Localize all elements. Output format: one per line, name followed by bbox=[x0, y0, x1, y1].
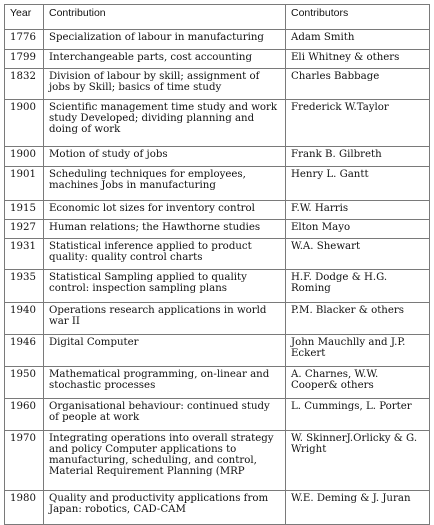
contribution-cell: Quality and productivity applications from Japan: robotics, CAD-CAM bbox=[44, 491, 286, 525]
year-cell: 1970 bbox=[5, 431, 44, 491]
header-year: Year bbox=[5, 5, 44, 30]
contributors-cell: W.A. Shewart bbox=[286, 239, 430, 270]
year-cell: 1927 bbox=[5, 220, 44, 239]
year-cell: 1980 bbox=[5, 491, 44, 525]
year-cell: 1915 bbox=[5, 201, 44, 220]
table-row bbox=[5, 69, 430, 100]
year-cell: 1900 bbox=[5, 100, 44, 147]
table-row bbox=[5, 201, 430, 220]
table-row bbox=[5, 239, 430, 270]
contributors-cell: Frederick W.Taylor bbox=[286, 100, 430, 147]
contributors-cell: H.F. Dodge & H.G. Roming bbox=[286, 270, 430, 303]
table-row bbox=[5, 431, 430, 491]
table-row bbox=[5, 147, 430, 167]
table-row bbox=[5, 303, 430, 335]
contribution-cell: Interchangeable parts, cost accounting bbox=[44, 50, 286, 69]
year-cell: 1940 bbox=[5, 303, 44, 335]
contribution-cell: Statistical inference applied to product quality: quality control charts bbox=[44, 239, 286, 270]
header-contributors: Contributors bbox=[286, 5, 430, 30]
year-cell: 1900 bbox=[5, 147, 44, 167]
year-cell: 1950 bbox=[5, 367, 44, 399]
contribution-cell: Statistical Sampling applied to quality control: inspection sampling plans bbox=[44, 270, 286, 303]
year-cell: 1946 bbox=[5, 335, 44, 367]
table-row bbox=[5, 100, 430, 147]
table-row bbox=[5, 335, 430, 367]
contribution-cell: Economic lot sizes for inventory control bbox=[44, 201, 286, 220]
table-row bbox=[5, 30, 430, 50]
contributors-cell: Adam Smith bbox=[286, 30, 430, 50]
table-row bbox=[5, 50, 430, 69]
contribution-cell: Human relations; the Hawthorne studies bbox=[44, 220, 286, 239]
contributors-cell: P.M. Blacker & others bbox=[286, 303, 430, 335]
year-cell: 1776 bbox=[5, 30, 44, 50]
year-cell: 1832 bbox=[5, 69, 44, 100]
contributors-cell: Elton Mayo bbox=[286, 220, 430, 239]
contribution-cell: Scheduling techniques for employees, machines Jobs in manufacturing bbox=[44, 167, 286, 201]
table-header-row bbox=[5, 5, 430, 30]
year-cell: 1931 bbox=[5, 239, 44, 270]
year-cell: 1901 bbox=[5, 167, 44, 201]
contribution-cell: Integrating operations into overall strategy and policy Computer applications to manufacturing, scheduling, and control, Material Requirement Planning (MRP bbox=[44, 431, 286, 491]
contribution-cell: Division of labour by skill; assignment of jobs by Skill; basics of time study bbox=[44, 69, 286, 100]
contributors-cell: W.E. Deming & J. Juran bbox=[286, 491, 430, 525]
contribution-cell: Scientific management time study and work study Developed; dividing planning and doing of work bbox=[44, 100, 286, 147]
contributors-cell: Eli Whitney & others bbox=[286, 50, 430, 69]
year-cell: 1799 bbox=[5, 50, 44, 69]
contribution-cell: Organisational behaviour: continued study of people at work bbox=[44, 399, 286, 431]
contributors-cell: John Mauchlly and J.P. Eckert bbox=[286, 335, 430, 367]
history-table bbox=[4, 4, 430, 525]
year-cell: 1935 bbox=[5, 270, 44, 303]
year-cell: 1960 bbox=[5, 399, 44, 431]
contributors-cell: Charles Babbage bbox=[286, 69, 430, 100]
header-contribution: Contribution bbox=[44, 5, 286, 30]
contributors-cell: W. SkinnerJ.Orlicky & G. Wright bbox=[286, 431, 430, 491]
contributors-cell: L. Cummings, L. Porter bbox=[286, 399, 430, 431]
contribution-cell: Digital Computer bbox=[44, 335, 286, 367]
contributors-cell: F.W. Harris bbox=[286, 201, 430, 220]
contribution-cell: Operations research applications in world war II bbox=[44, 303, 286, 335]
table-row bbox=[5, 367, 430, 399]
contributors-cell: Henry L. Gantt bbox=[286, 167, 430, 201]
contribution-cell: Mathematical programming, on-linear and stochastic processes bbox=[44, 367, 286, 399]
contribution-cell: Specialization of labour in manufacturing bbox=[44, 30, 286, 50]
contributors-cell: A. Charnes, W.W. Cooper& others bbox=[286, 367, 430, 399]
table-row bbox=[5, 167, 430, 201]
table-row bbox=[5, 270, 430, 303]
table-row bbox=[5, 399, 430, 431]
table-row bbox=[5, 491, 430, 525]
contribution-cell: Motion of study of jobs bbox=[44, 147, 286, 167]
contributors-cell: Frank B. Gilbreth bbox=[286, 147, 430, 167]
table-row bbox=[5, 220, 430, 239]
